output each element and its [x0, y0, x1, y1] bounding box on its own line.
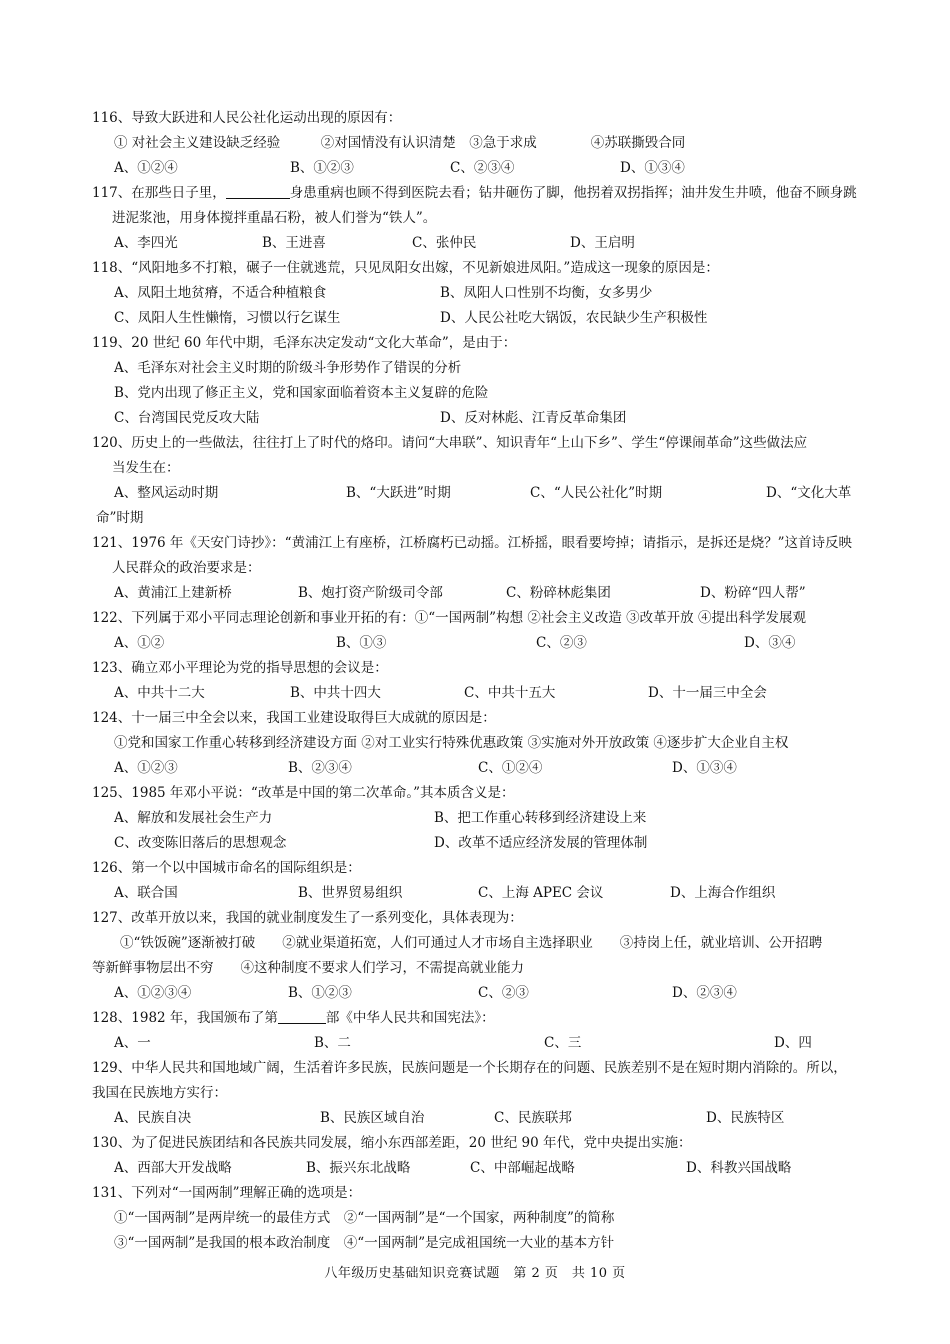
- option-d: D、十一届三中全会: [648, 685, 767, 701]
- option-c: C、三: [544, 1035, 582, 1051]
- question-stem: 126、第一个以中国城市命名的国际组织是：: [92, 860, 361, 876]
- option-a: A、一: [114, 1035, 151, 1051]
- option-b: B、二: [314, 1035, 351, 1051]
- question-128: [92, 1006, 872, 1056]
- option-d: D、“文化大革: [766, 485, 852, 501]
- option-d: D、①③④: [672, 760, 737, 776]
- answer-blank: [278, 1007, 326, 1024]
- question-121: [92, 531, 872, 606]
- option-c: C、②③: [478, 985, 529, 1001]
- option-d: D、人民公社吃大锅饭，农民缺少生产积极性: [440, 310, 708, 326]
- question-stem: 121、1976 年《天安门诗抄》：“黄浦江上有座桥，江桥腐朽已动摇。江桥摇，眼看要垮掉；请指示，是拆还是烧？”这首诗反映: [92, 535, 852, 551]
- question-stem: 122、下列属于邓小平同志理论创新和事业开拓的有：①“一国两制”构想 ②社会主义改造 ③改革开放 ④提出科学发展观: [92, 610, 806, 626]
- option-b: B、①③: [336, 635, 387, 651]
- question-120: [92, 431, 872, 531]
- option-c: C、张仲民: [412, 235, 477, 251]
- option-d: D、王启明: [570, 235, 635, 251]
- page-footer: 八年级历史基础知识竞赛试题 第 2 页 共 10 页: [324, 1266, 626, 1281]
- question-126: [92, 856, 872, 906]
- option-a: A、毛泽东对社会主义时期的阶级斗争形势作了错误的分析: [114, 360, 462, 376]
- question-stem-start: 117、在那些日子里，: [92, 185, 226, 201]
- question-stem: 131、下列对“一国两制”理解正确的选项是：: [92, 1185, 362, 1201]
- question-stem-continued: 我国在民族地方实行：: [92, 1085, 227, 1101]
- question-125: [92, 781, 872, 856]
- option-c: C、凤阳人生性懒惰，习惯以行乞谋生: [114, 310, 341, 326]
- option-a: A、①②④: [114, 160, 178, 176]
- question-stem: 129、中华人民共和国地域广阔，生活着许多民族，民族问题是一个长期存在的问题、民族差别不是在短时期内消除的。所以，: [92, 1060, 847, 1076]
- question-statements: ① 对社会主义建设缺乏经验 ②对国情没有认识清楚 ③急于求成 ④苏联撕毁合同: [114, 135, 686, 151]
- question-stem-continued: 人民群众的政治要求是：: [112, 560, 261, 576]
- option-c: C、②③④: [450, 160, 515, 176]
- question-stem: 119、20 世纪 60 年代中期，毛泽东决定发动“文化大革命”，是由于：: [92, 335, 517, 351]
- option-d-wrap: 命”时期: [96, 510, 144, 526]
- question-statements: ①党和国家工作重心转移到经济建设方面 ②对工业实行特殊优惠政策 ③实施对外开放政策 ④逐步扩大企业自主权: [114, 735, 789, 751]
- option-a: A、民族自决: [114, 1110, 192, 1126]
- option-b: B、①②③: [290, 160, 354, 176]
- option-b: B、①②③: [288, 985, 352, 1001]
- option-d: D、上海合作组织: [670, 885, 776, 901]
- question-stem: 124、十一届三中全会以来，我国工业建设取得巨大成就的原因是：: [92, 710, 496, 726]
- option-b: B、②③④: [288, 760, 352, 776]
- question-statements: ①“一国两制”是两岸统一的最佳方式 ②“一国两制”是“一个国家，两种制度”的简称: [114, 1210, 615, 1226]
- question-stem-end: 身患重病也顾不得到医院去看；钻井砸伤了脚，他拐着双拐指挥；油井发生井喷，他奋不顾身跳: [289, 185, 857, 201]
- option-d: D、①③④: [620, 160, 685, 176]
- question-117: [92, 181, 872, 256]
- option-c: C、台湾国民党反攻大陆: [114, 410, 260, 426]
- option-d: D、③④: [744, 635, 796, 651]
- option-c: C、①②④: [478, 760, 543, 776]
- option-b: B、把工作重心转移到经济建设上来: [434, 810, 647, 826]
- option-b: B、“大跃进”时期: [346, 485, 451, 501]
- question-122: [92, 606, 872, 656]
- option-c: C、中部崛起战略: [470, 1160, 575, 1176]
- question-124: [92, 706, 872, 781]
- question-statements: ③“一国两制”是我国的根本政治制度 ④“一国两制”是完成祖国统一大业的基本方针: [114, 1235, 615, 1251]
- option-d: D、民族特区: [706, 1110, 785, 1126]
- option-d: D、粉碎“四人帮”: [700, 585, 806, 601]
- question-stem-start: 128、1982 年，我国颁布了第: [92, 1010, 278, 1026]
- question-stem-continued: 进泥浆池，用身体搅拌重晶石粉，被人们誉为“铁人”。: [112, 210, 437, 226]
- question-stem: 123、确立邓小平理论为党的指导思想的会议是：: [92, 660, 388, 676]
- option-c: C、②③: [536, 635, 587, 651]
- question-127: [92, 906, 872, 1006]
- question-129: [92, 1056, 872, 1131]
- option-b: B、振兴东北战略: [306, 1160, 411, 1176]
- option-d: D、四: [774, 1035, 812, 1051]
- option-c: C、改变陈旧落后的思想观念: [114, 835, 287, 851]
- option-b: B、凤阳人口性别不均衡，女多男少: [440, 285, 653, 301]
- option-d: D、改革不适应经济发展的管理体制: [434, 835, 648, 851]
- option-d: D、反对林彪、江青反革命集团: [440, 410, 627, 426]
- question-119: [92, 331, 872, 431]
- question-stem-continued: 当发生在：: [112, 460, 180, 476]
- option-a: A、解放和发展社会生产力: [114, 810, 273, 826]
- question-116: [92, 106, 872, 181]
- question-stem: 116、导致大跃进和人民公社化运动出现的原因有：: [92, 110, 402, 126]
- question-stem: 125、1985 年邓小平说：“改革是中国的第二次革命。”其本质含义是：: [92, 785, 515, 801]
- option-d: D、②③④: [672, 985, 737, 1001]
- option-a: A、①②: [114, 635, 165, 651]
- option-a: A、联合国: [114, 885, 178, 901]
- option-c: C、粉碎林彪集团: [506, 585, 611, 601]
- option-a: A、黄浦江上建新桥: [114, 585, 232, 601]
- option-a: A、西部大开发战略: [114, 1160, 232, 1176]
- question-stem: 130、为了促进民族团结和各民族共同发展，缩小东西部差距，20 世纪 90 年代，党中央提出实施：: [92, 1135, 692, 1151]
- option-a: A、凤阳土地贫瘠，不适合种植粮食: [114, 285, 327, 301]
- option-c: C、“人民公社化”时期: [530, 485, 663, 501]
- option-b: B、炮打资产阶级司令部: [298, 585, 443, 601]
- option-a: A、①②③④: [114, 985, 192, 1001]
- question-stem: 127、改革开放以来，我国的就业制度发生了一系列变化，具体表现为：: [92, 910, 523, 926]
- question-stem-end: 部《中华人民共和国宪法》：: [325, 1010, 495, 1026]
- option-a: A、①②③: [114, 760, 178, 776]
- question-131: [92, 1181, 872, 1256]
- question-123: [92, 656, 872, 706]
- option-b: B、世界贸易组织: [298, 885, 403, 901]
- question-stem: 120、历史上的一些做法，往往打上了时代的烙印。请问“大串联”、知识青年“上山下乡”、学生“停课闹革命”这些做法应: [92, 435, 808, 451]
- option-d: D、科教兴国战略: [686, 1160, 792, 1176]
- question-118: [92, 256, 872, 331]
- option-c: C、民族联邦: [494, 1110, 572, 1126]
- option-a: A、中共十二大: [114, 685, 205, 701]
- question-130: [92, 1131, 872, 1181]
- option-c: C、上海 APEC 会议: [478, 885, 604, 901]
- question-statements-continued: 等新鲜事物层出不穷 ④这种制度不要求人们学习，不需提高就业能力: [92, 960, 524, 976]
- option-b: B、党内出现了修正主义，党和国家面临着资本主义复辟的危险: [114, 385, 489, 401]
- option-a: A、李四光: [114, 235, 178, 251]
- answer-blank: [226, 182, 290, 199]
- option-c: C、中共十五大: [464, 685, 556, 701]
- option-b: B、民族区域自治: [320, 1110, 425, 1126]
- question-stem: 118、“风阳地多不打粮，碾子一住就逃荒，只见凤阳女出嫁，不见新娘进凤阳。”造成这一现象的原因是：: [92, 260, 719, 276]
- option-b: B、王进喜: [262, 235, 326, 251]
- option-b: B、中共十四大: [290, 685, 381, 701]
- option-a: A、整风运动时期: [114, 485, 219, 501]
- question-statements: ①“铁饭碗”逐渐被打破 ②就业渠道拓宽，人们可通过人才市场自主选择职业 ③持岗上任，就业培训、公开招聘: [120, 935, 823, 951]
